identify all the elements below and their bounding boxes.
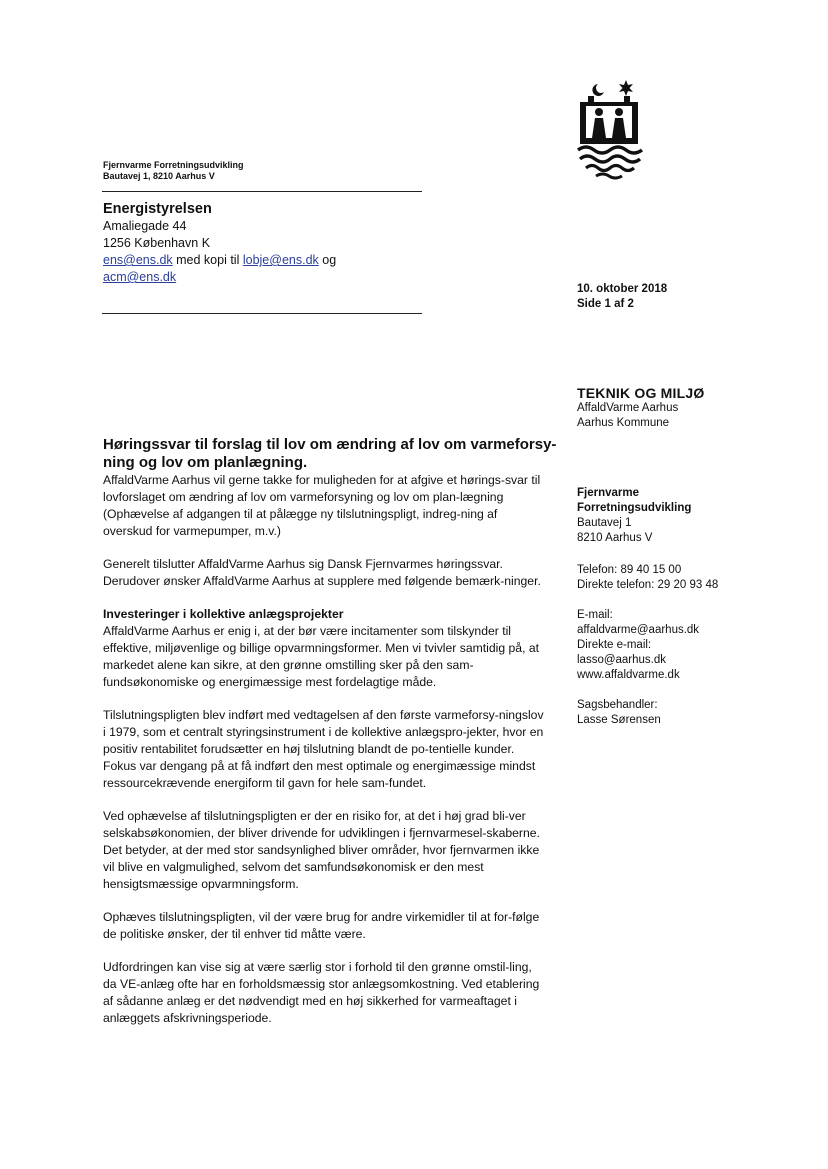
divider-bottom (102, 313, 422, 314)
paragraph-1: AffaldVarme Aarhus vil gerne takke for muligheden for at afgive et hørings-svar til lovforslaget om ændring af lov om varmeforsyning og lov om plan-lægning (Ophævelse af adgangen til at pålægge ny tilslutningspligt, indreg-ning af overskud for varmepumper, m.v.) (103, 473, 541, 538)
letter-date: 10. oktober 2018 (577, 283, 668, 295)
department-block (577, 486, 691, 546)
letter-meta (577, 282, 667, 312)
page-number: Side 1 af 2 (577, 298, 634, 310)
dept-city: 8210 Aarhus V (577, 532, 653, 544)
email-label: E-mail: (577, 609, 613, 621)
letter-title (103, 436, 573, 472)
email-address[interactable]: affaldvarme@aarhus.dk (577, 624, 700, 636)
handler-name: Lasse Sørensen (577, 714, 661, 726)
email-link-main[interactable]: ens@ens.dk (103, 253, 173, 267)
phone: Telefon: 89 40 15 00 (577, 564, 682, 576)
organisation-block (577, 386, 704, 431)
recipient-name: Energistyrelsen (103, 201, 212, 217)
dept-street: Bautavej 1 (577, 517, 632, 529)
section-heading: Investeringer i kollektive anlægsprojekter (103, 607, 344, 621)
email-link-copy-1[interactable]: lobje@ens.dk (242, 253, 319, 267)
org-line-2: Aarhus Kommune (577, 417, 670, 429)
recipient-address (103, 201, 336, 286)
and-text: og (318, 253, 337, 267)
org-title: TEKNIK OG MILJØ (577, 385, 705, 401)
paragraph-2: Generelt tilslutter AffaldVarme Aarhus sig Dansk Fjernvarmes høringssvar. Derudover ønsker AffaldVarme Aarhus at supplere med følgende bemærk-ninger. (103, 557, 541, 588)
dept-name-1: Fjernvarme (577, 487, 640, 499)
letter-body (103, 472, 548, 1043)
divider-top (102, 191, 422, 192)
handler-label: Sagsbehandler: (577, 699, 658, 711)
recipient-city: 1256 København K (103, 236, 211, 250)
paragraph-3: AffaldVarme Aarhus er enig i, at der bør være incitamenter som tilskynder til effektive, miljøvenlige og billige opvarmningsformer. Men vi tvivler samtidig på, at markedet alene kan sikre, at den grønne omstilling sker på den sam-fundsøkonomiske og energimæssige mest fordelagtige måde. (103, 624, 539, 689)
paragraph-7: Udfordringen kan vise sig at være særlig stor i forhold til den grønne omstil-ling, da VE-anlæg ofte har en forholdsmæssig stor anlægsomkostning. Ved etablering af sådanne anlæg er det nødvendigt med en høj sikkerhed for varmeaftaget i anlæggets afskrivningsperiode. (103, 960, 540, 1025)
contact-block (577, 563, 718, 728)
direct-email-label: Direkte e-mail: (577, 639, 652, 651)
org-line-1: AffaldVarme Aarhus (577, 402, 679, 414)
letter-title-line-1: Høringssvar til forslag til lov om ændring af lov om varmeforsy- (103, 436, 557, 453)
paragraph-4: Tilslutningspligten blev indført med vedtagelsen af den første varmeforsy-ningslov i 1979, som et centralt styringsinstrument i de kollektive anlægspro-jekter, hvor en positiv rentabilitet forudsætter en høj tilslutning blandt de po-tentielle kunder. Fokus var dengang på at få indført den mest optimale og energimæssige mindst ressourcekrævende energiform til gavn for hele sam-fundet. (103, 708, 544, 790)
sender-line-1: Fjernvarme Forretningsudvikling (103, 160, 244, 170)
paragraph-6: Ophæves tilslutningspligten, vil der være brug for andre virkemidler til at for-følge de politiske ønsker, der til enhver tid måtte være. (103, 910, 540, 941)
direct-phone: Direkte telefon: 29 20 93 48 (577, 579, 719, 591)
direct-email-address[interactable]: lasso@aarhus.dk (577, 654, 667, 666)
dept-name-2: Forretningsudvikling (577, 502, 692, 514)
sender-line-2: Bautavej 1, 8210 Aarhus V (103, 171, 215, 181)
email-link-copy-2[interactable]: acm@ens.dk (103, 270, 177, 284)
aarhus-coat-of-arms-logo (572, 76, 646, 180)
copy-text: med kopi til (172, 253, 243, 267)
letter-title-line-2: ning og lov om planlægning. (103, 454, 308, 471)
recipient-street: Amaliegade 44 (103, 219, 187, 233)
sender-address (103, 160, 244, 182)
website[interactable]: www.affaldvarme.dk (577, 669, 680, 681)
paragraph-5: Ved ophævelse af tilslutningspligten er der en risiko for, at det i høj grad bli-ver selskabsøkonomien, der bliver drivende for udviklingen i fjernvarmesel-skaberne. Det betyder, at der med stor sandsynlighed bliver områder, hvor fjernvarmen ikke vil blive en valgmulighed, selvom det samfundsøkonomisk er den mest hensigtsmæssige opvarmningsform. (103, 809, 540, 891)
